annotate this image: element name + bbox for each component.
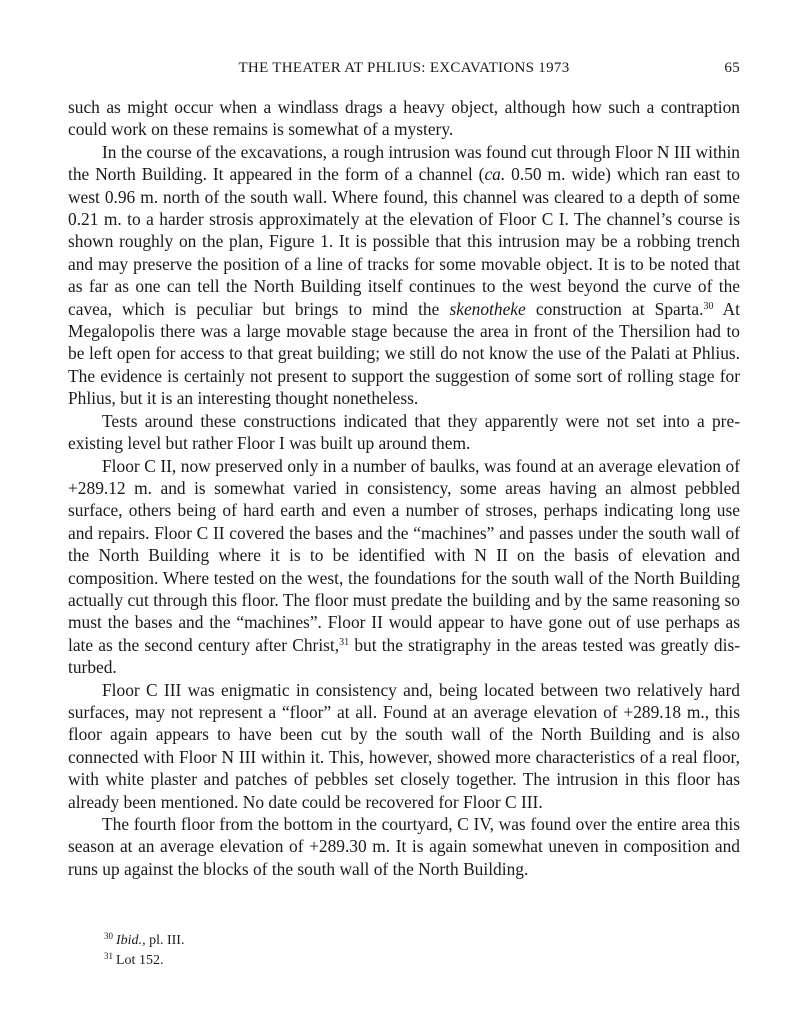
paragraph: The fourth floor from the bottom in the courtyard, C IV, was found over the entire area this season at an average elevation of +289.30 m. It is again somewhat uneven in composition and runs up against the blocks of the south wall of the North Building. [68,814,740,879]
text-run: construction at Sparta. [525,298,704,319]
footnotes [104,931,504,971]
italic-term: ca. [484,164,506,185]
paragraph: Floor C III was enigmatic in consistency and, being located between two relatively hard surfaces, may not represent a “floor” at all. Found at an average elevation of +289.18 m., this floor again appears to have been cut by the south wall of the North Building and is also connected with Floor N III within it. This, however, showed more characteristics of a real floor, with white plaster and patches of pebbles set closely together. The intrusion in this floor has already been mentioned. No date could be recovered for Floor C III. [68,679,740,812]
text-run: At Megalopolis there was a large movable stage because the area in front of the Thersilion had to be left open for access to that great building; we still do not know the use of the Palati at Phlius. The evidence is certainly not present to support the suggestion of some sort of rolling stage for Phlius, but it is an interesting thought nonetheless. [68,298,741,409]
italic-term: skenotheke [449,298,526,319]
text-run: 0.50 m. wide) which ran east to west 0.96 m. north of the south wall. Where found, this channel was cleared to a depth of some 0.21 m. to a harder strosis approximately at the elevation of Floor C I. The channel’s course is shown roughly on the plan, Figure 1. It is possible that this intrusion may be a robbing trench and may preserve the position of a line of tracks for some movable object. It is to be noted that as far as one can tell the North Building itself continues to the west beyond the curve of the cavea, which is peculiar but brings to mind the [68,164,741,319]
text-run: but the stratigraphy in the areas tested was greatly disturbed. [68,634,741,678]
footnote-text: , pl. III. [142,933,185,948]
page-number: 65 [724,60,740,76]
footnote-ref: 30 [703,300,714,312]
footnote-italic: Ibid. [116,933,143,948]
footnote [104,931,504,951]
footnote-ref: 31 [339,636,350,648]
text-run: In the course of the excavations, a rough intrusion was found cut through Floor N III within the North Building. It appeared in the form of a channel ( [68,141,741,185]
paragraph: such as might occur when a windlass drags a heavy object, although how such a contraption could work on these remains is somewhat of a mystery. [68,97,740,140]
running-header [68,60,740,82]
body-text [68,96,740,880]
paragraph [68,455,740,679]
paragraph [68,141,740,410]
footnote [104,951,504,971]
footnote-text: Lot 152. [116,953,164,968]
paragraph: Tests around these constructions indicated that they apparently were not set into a pre-existing level but rather Floor I was built up around them. [68,410,740,454]
footnote-number: 30 [104,931,113,941]
text-run: Floor C II, now preserved only in a number of baulks, was found at an average elevation of +289.12 m. and is somewhat varied in consistency, some areas having an almost pebbled surface, others being of hard earth and even a number of stroses, perhaps indicating long use and repairs. Floor C II covered the bases and the “machines” and passes under the south wall of the North Building where it is to be identified with N II on the basis of elevation and composition. Where tested on the west, the foundations for the south wall of the North Building actually cut through this floor. The floor must predate the building and by the same reasoning so must the bases and the “machines”. Floor II would appear to have gone out of use perhaps as late as the second century after Christ, [68,455,740,655]
footnote-number: 31 [104,951,113,961]
running-title: THE THEATER AT PHLIUS: EXCAVATIONS 1973 [238,60,570,76]
